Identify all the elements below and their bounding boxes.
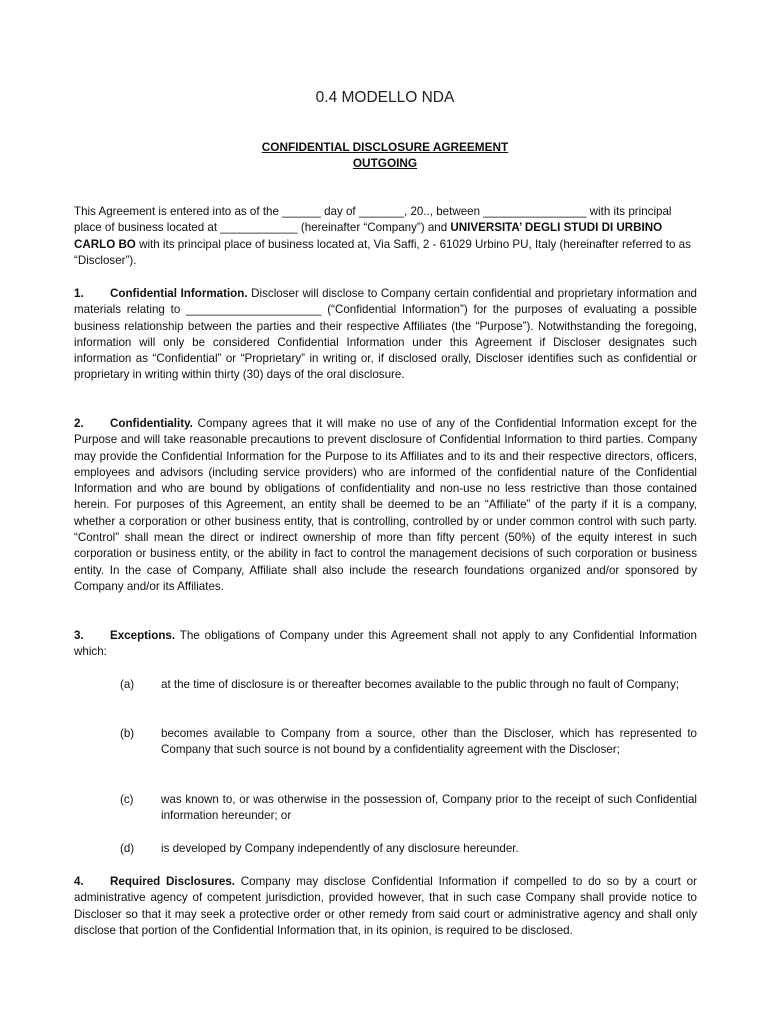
section-label: Required Disclosures. xyxy=(110,875,235,888)
section-number: 2. xyxy=(74,417,84,430)
exception-marker: (c) xyxy=(120,793,134,806)
exception-text: was known to, or was otherwise in the possession of, Company prior to the receipt of such Confidential information hereunder; or xyxy=(161,793,697,823)
agreement-subheading: OUTGOING xyxy=(352,156,418,170)
section-text: Company may disclose Confidential Information if compelled to do so by a court or administrative agency of competent jurisdiction, provided however, that in such case Company shall provide notice to Discloser so that it may seek a protective order or other remedy from said court or administrative agency and shall only disclose that portion of the Confidential Information that, in its opinion, is required to be disclosed. xyxy=(74,875,697,937)
section-label: Confidentiality. xyxy=(110,417,193,430)
exception-marker: (a) xyxy=(120,678,135,691)
section-number: 4. xyxy=(74,875,84,888)
section-number: 3. xyxy=(74,629,84,642)
university-name: UNIVERSITA’ DEGLI STUDI DI URBINO CARLO BO xyxy=(74,221,663,251)
exception-text: becomes available to Company from a source, other than the Discloser, which has represented to Company that such source is not bound by a confidentiality agreement with the Discloser; xyxy=(161,727,697,757)
intro-paragraph xyxy=(74,204,697,269)
section-confidentiality xyxy=(74,416,697,595)
section-required-disclosures xyxy=(74,874,697,939)
section-number: 1. xyxy=(74,287,84,300)
section-exceptions xyxy=(74,628,697,661)
section-text: The obligations of Company under this Agreement shall not apply to any Confidential Information which: xyxy=(74,629,698,659)
exception-marker: (b) xyxy=(120,727,135,740)
exception-text: at the time of disclosure is or thereafter becomes available to the public through no fault of Company; xyxy=(161,678,680,691)
section-label: Confidential Information. xyxy=(110,287,248,300)
exception-marker: (d) xyxy=(120,842,135,855)
document-title: 0.4 MODELLO NDA xyxy=(315,89,455,106)
section-text: Discloser will disclose to Company certain confidential and proprietary information and materials relating to _____________________ (“Confidential Information”) for the purposes of evaluating a possible business relationship between the parties and their respective Affiliates (the “Purpose”). Notwithstanding the foregoing, information will only be considered Confidential Information under this Agreement if Discloser designates such information as “Confidential” or “Proprietary” in writing or, if disclosed orally, Discloser identifies such as confidential or proprietary in writing within thirty (30) days of the oral disclosure. xyxy=(74,287,697,382)
exception-text: is developed by Company independently of any disclosure hereunder. xyxy=(161,842,519,855)
agreement-heading: CONFIDENTIAL DISCLOSURE AGREEMENT xyxy=(261,140,509,154)
intro-text-a: This Agreement is entered into as of the ______ day of _______, 20.., between ________________ with its principal place of business located at ____________ (hereinafter “Company”) and xyxy=(74,205,672,235)
intro-text-b: with its principal place of business located at, Via Saffi, 2 - 61029 Urbino PU, Italy (hereinafter referred to as “Discloser”). xyxy=(74,237,691,267)
section-confidential-information xyxy=(74,286,697,384)
section-label: Exceptions. xyxy=(110,629,176,642)
section-text: Company agrees that it will make no use of any of the Confidential Information except for the Purpose and will take reasonable precautions to prevent disclosure of Confidential Information to third parties. Company may provide the Confidential Information for the Purpose to its Affiliates and to its and their respective directors, officers, employees and advisors (including service providers) who are informed of the confidential nature of the Confidential Information and who are bound by obligations of confidentiality and non-use no less restrictive than those contained herein. For purposes of this Agreement, an entity shall be deemed to be an “Affiliate” of the party if it is a company, whether a corporation or other business entity, that is controlling, controlled by or under common control with such party. “Control” shall mean the direct or indirect ownership of more than fifty percent (50%) of the equity interest in such corporation or business entity, or the ability in fact to control the management decisions of such corporation or business entity. In the case of Company, Affiliate shall also include the research foundations organized and/or sponsored by Company and/or its Affiliates. xyxy=(74,417,697,593)
